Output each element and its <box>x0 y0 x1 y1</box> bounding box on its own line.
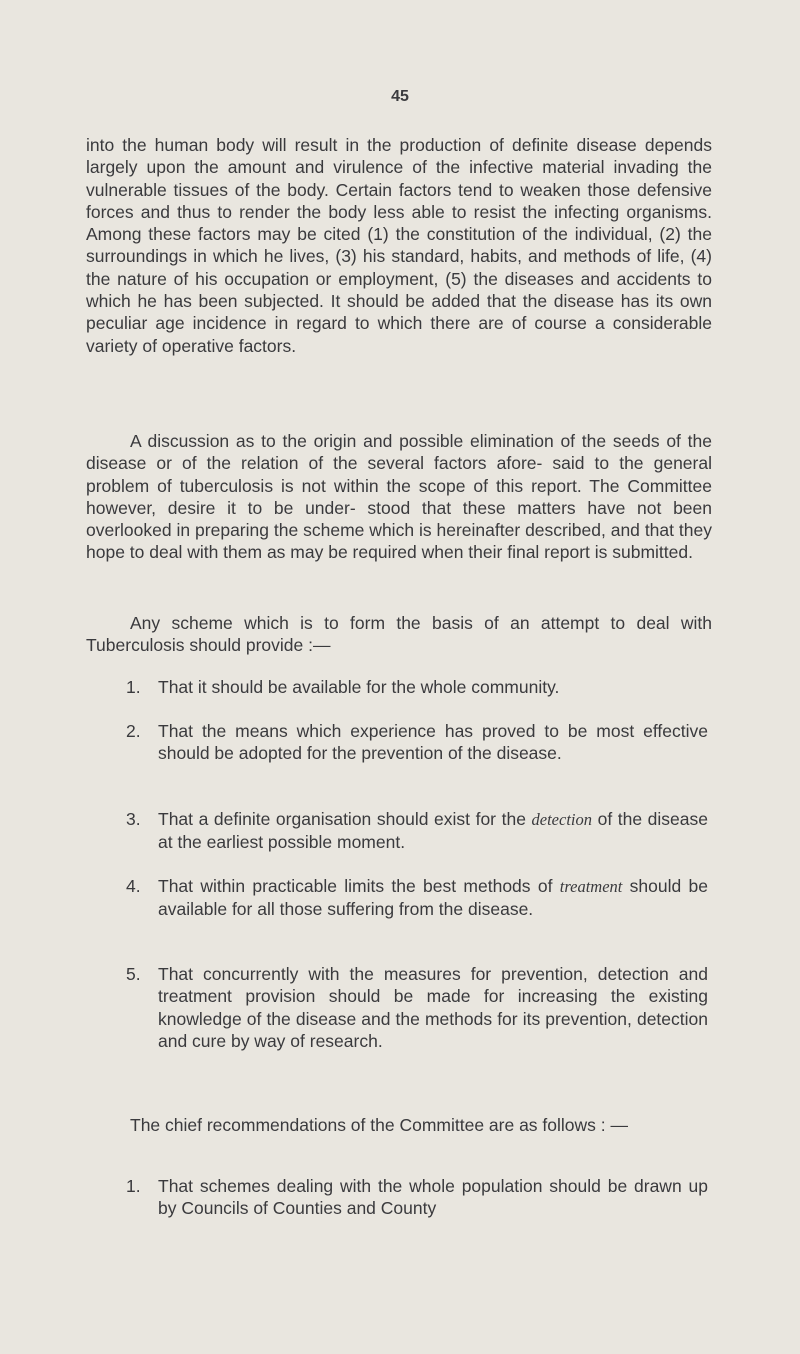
paragraph-body-1: into the human body will result in the production of definite disease depends largely upon the amount and virulence of the infective material invading the vulnerable tissues of the body. Certain factors tend to weaken those defensive forces and thus to render the body less able to resist the infecting organisms. Among these factors may be cited (1) the constitution of the individual, (2) the surroundings in which he lives, (3) his standard, habits, and methods of life, (4) the nature of his occupation or employment, (5) the diseases and accidents to which he has been subjected. It should be added that the disease has its own peculiar age incidence in regard to which there are of course a considerable variety of operative factors. <box>86 135 712 356</box>
provision-number: 1. <box>126 677 141 697</box>
provision-number: 3. <box>126 809 141 829</box>
emphasis-treatment: treatment <box>559 877 623 896</box>
provision-item-5 <box>126 963 708 1052</box>
page-number: 45 <box>391 88 409 105</box>
provision-number: 2. <box>126 721 141 741</box>
provision-text: That it should be available for the whole community. <box>158 677 560 697</box>
provision-item-4 <box>126 875 708 921</box>
emphasis-detection: detection <box>531 810 592 829</box>
provision-text-before: That within practicable limits the best methods of <box>158 876 560 896</box>
recommendation-text: That schemes dealing with the whole population should be drawn up by Councils of Counties and County <box>158 1176 708 1219</box>
paragraph-scheme-intro: Any scheme which is to form the basis of an attempt to deal with Tuberculosis should provide :— <box>86 613 712 656</box>
provision-text-after: of the disease at the earliest possible moment. <box>158 809 708 853</box>
paragraph-recommendations-intro: The chief recommendations of the Committee are as follows : — <box>130 1115 628 1135</box>
recommendation-number: 1. <box>126 1176 141 1196</box>
provision-text: That concurrently with the measures for prevention, detection and treatment provision should be made for increasing the existing knowledge of the disease and the methods for its prevention, detection and cure by way of research. <box>158 964 708 1051</box>
recommendation-item-1 <box>126 1175 708 1220</box>
provision-text-after: should be available for all those suffering from the disease. <box>158 876 708 920</box>
provision-item-3 <box>126 808 708 854</box>
provision-number: 4. <box>126 876 141 896</box>
provision-number: 5. <box>126 964 141 984</box>
provision-item-1 <box>126 676 708 698</box>
paragraph-body-2: A discussion as to the origin and possible elimination of the seeds of the disease or of the relation of the several factors afore- said to the general problem of tuberculosis is not within the scope of this report. The Committee however, desire it to be under- stood that these matters have not been overlooked in preparing the scheme which is hereinafter described, and that they hope to deal with them as may be required when their final report is submitted. <box>86 431 712 563</box>
provision-text <box>158 875 708 921</box>
provision-text-before: That a definite organisation should exist for the <box>158 809 532 829</box>
provision-text: That the means which experience has proved to be most effective should be adopted for the prevention of the disease. <box>158 721 708 764</box>
provision-text <box>158 808 708 854</box>
provision-item-2 <box>126 720 708 765</box>
